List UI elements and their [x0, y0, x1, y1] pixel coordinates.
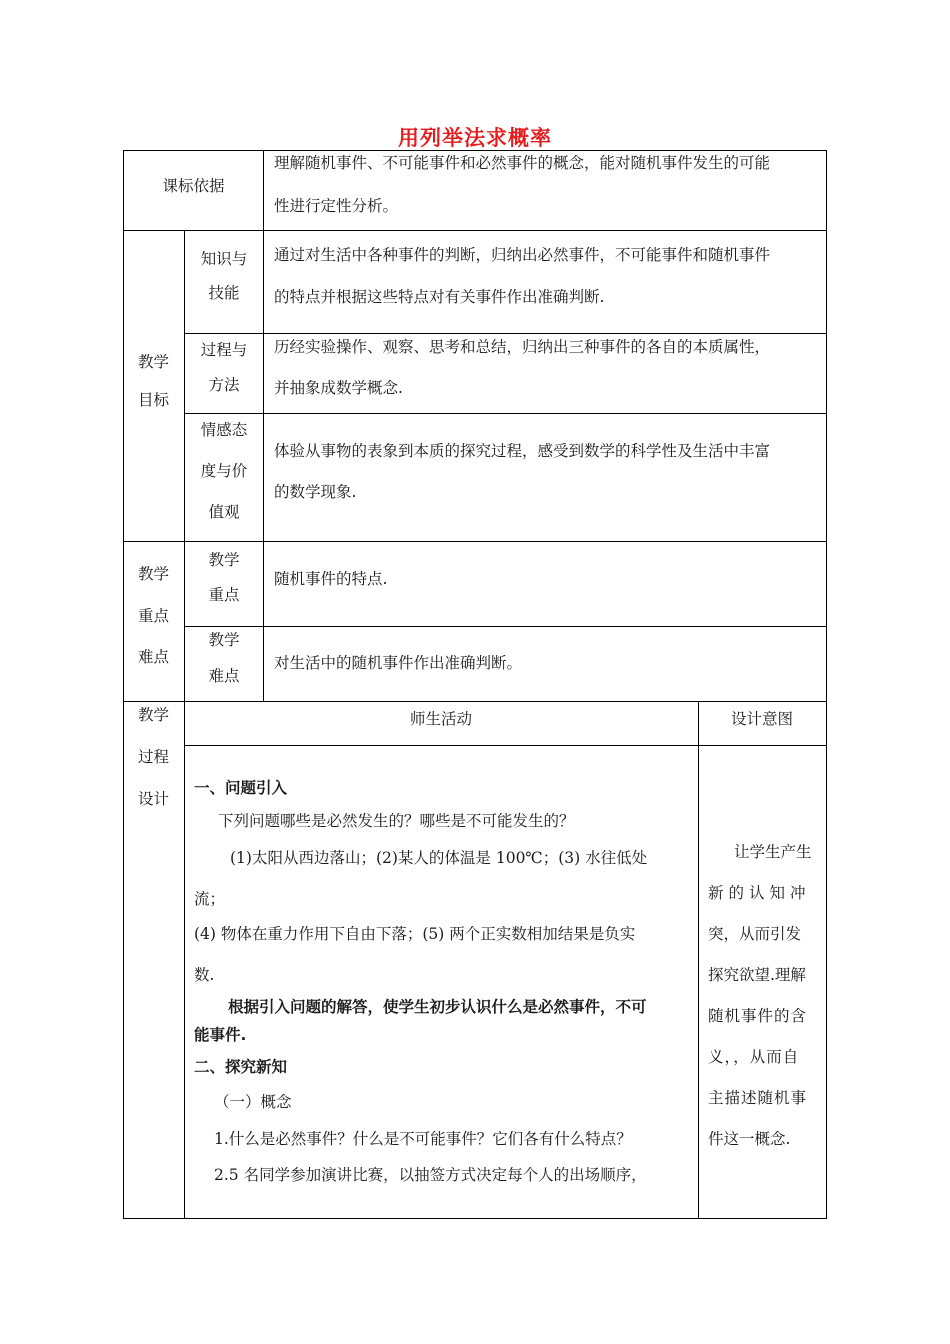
items-line3: (4) 物体在重力作用下自由下落；(5) 两个正实数相加结果是负实: [194, 925, 636, 943]
emotion-label-line1: 情感态: [200, 421, 248, 439]
key-text: 随机事件的特点.: [274, 570, 388, 588]
knowledge-text-line1: 通过对生活中各种事件的判断，归纳出必然事件，不可能事件和随机事件: [274, 246, 771, 264]
intent-line6: 义，，从而自: [708, 1048, 800, 1066]
items-line2: 流；: [194, 890, 226, 908]
design-label-line3: 设计: [137, 790, 169, 808]
page-title: 用列举法求概率: [398, 126, 552, 150]
key-label-line2: 重点: [208, 586, 240, 604]
basis-text-line2: 性进行定性分析。: [274, 197, 399, 215]
emotion-label-line2: 度与价: [200, 462, 248, 480]
design-label-line1: 教学: [137, 706, 169, 724]
knowledge-label-line1: 知识与: [200, 250, 248, 268]
items-line4: 数.: [194, 966, 215, 984]
process-label-line2: 方法: [208, 376, 240, 394]
keypoints-label-line2: 重点: [137, 607, 169, 625]
question-text: 下列问题哪些是必然发生的？哪些是不可能发生的？: [218, 812, 575, 830]
intent-line1: 让学生产生: [734, 843, 812, 861]
objectives-label-line1: 教学: [137, 353, 169, 371]
keypoints-label-line1: 教学: [137, 565, 169, 583]
intent-line3: 突，从而引发: [708, 925, 802, 943]
sub1-heading: （一）概念: [214, 1093, 292, 1111]
items-line1: (1)太阳从西边落山；(2)某人的体温是 100℃；(3) 水往低处: [230, 849, 648, 867]
summary-line2: 能事件.: [194, 1026, 247, 1044]
knowledge-text-line2: 的特点并根据这些特点对有关事件作出准确判断.: [274, 288, 605, 306]
question-1: 1.什么是必然事件？什么是不可能事件？它们各有什么特点？: [214, 1130, 632, 1148]
col-activity-header: 师生活动: [409, 710, 472, 728]
key-label-line1: 教学: [208, 551, 240, 569]
emotion-label-line3: 值观: [208, 503, 240, 521]
section2-heading: 二、探究新知: [194, 1058, 288, 1076]
difficult-label-line2: 难点: [208, 667, 240, 685]
emotion-text-line2: 的数学现象.: [274, 483, 357, 501]
question-2: 2.5 名同学参加演讲比赛，以抽签方式决定每个人的出场顺序，: [214, 1166, 647, 1184]
objectives-label-line2: 目标: [137, 391, 169, 409]
basis-text-line1: 理解随机事件、不可能事件和必然事件的概念，能对随机事件发生的可能: [274, 154, 771, 172]
section1-heading: 一、问题引入: [194, 779, 288, 797]
intent-line8: 件这一概念.: [708, 1130, 791, 1148]
intent-line5: 随机事件的含: [708, 1007, 808, 1025]
difficult-text: 对生活中的随机事件作出准确判断。: [274, 654, 523, 672]
process-text-line2: 并抽象成数学概念.: [274, 379, 403, 397]
process-label-line1: 过程与: [200, 341, 248, 359]
basis-label: 课标依据: [162, 177, 225, 195]
design-label-line2: 过程: [137, 748, 169, 766]
difficult-label-line1: 教学: [208, 631, 240, 649]
intent-line7: 主描述随机事: [708, 1089, 808, 1107]
intent-line4: 探究欲望.理解: [708, 966, 806, 984]
col-intent-header: 设计意图: [730, 710, 793, 728]
intent-line2: 新的认知冲: [708, 884, 811, 902]
process-text-line1: 历经实验操作、观察、思考和总结，归纳出三种事件的各自的本质属性，: [274, 338, 771, 356]
emotion-text-line1: 体验从事物的表象到本质的探究过程，感受到数学的科学性及生活中丰富: [274, 442, 771, 460]
keypoints-label-line3: 难点: [137, 648, 169, 666]
knowledge-label-line2: 技能: [208, 284, 240, 302]
summary-line1: 根据引入问题的解答，使学生初步认识什么是必然事件，不可: [228, 998, 647, 1016]
